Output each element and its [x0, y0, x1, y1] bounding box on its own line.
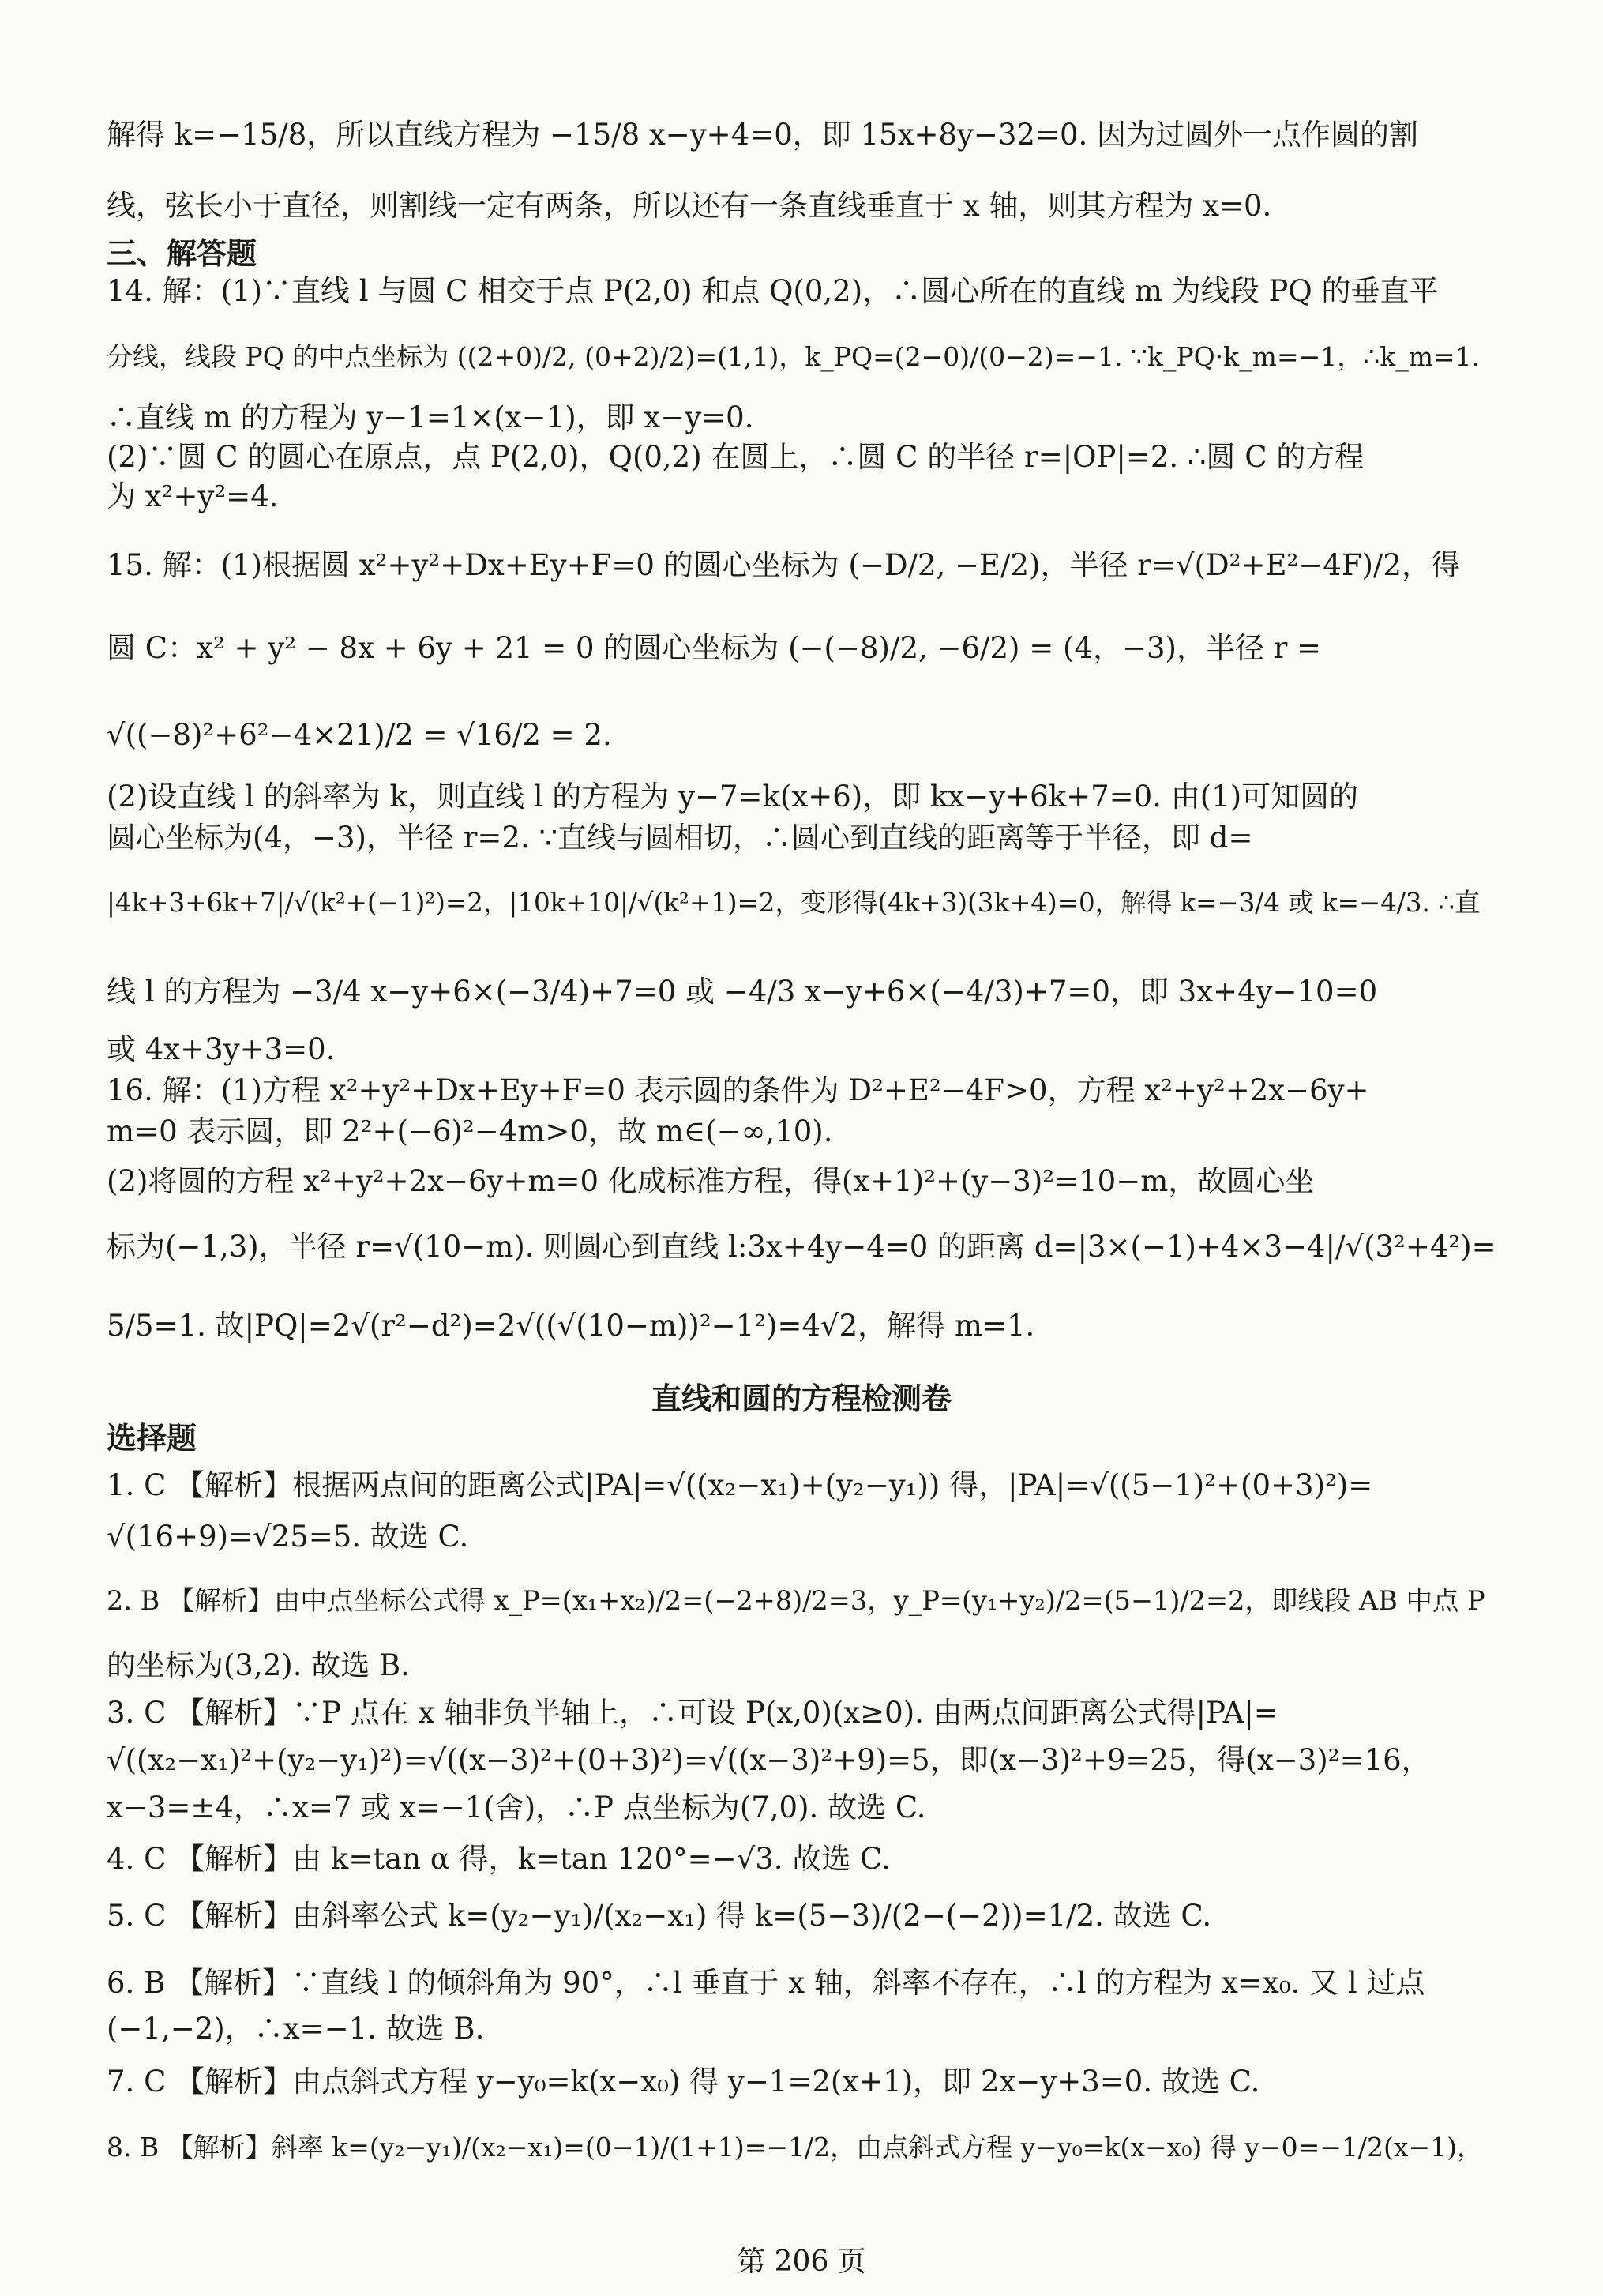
text-line: 15. 解：(1)根据圆 x²+y²+Dx+Ey+F=0 的圆心坐标为 (−D/2, −E/2)，半径 r=√(D²+E²−4F)/2，得: [107, 548, 1460, 582]
text-line: |4k+3+6k+7|/√(k²+(−1)²)=2，|10k+10|/√(k²+1)=2，变形得(4k+3)(3k+4)=0，解得 k=−3/4 或 k=−4/3. ∴直: [107, 888, 1481, 918]
text-line: 或 4x+3y+3=0.: [107, 1032, 336, 1066]
text-line: 解得 k=−15/8，所以直线方程为 −15/8 x−y+4=0，即 15x+8y−32=0. 因为过圆外一点作圆的割: [107, 118, 1419, 152]
text-line: 分线，线段 PQ 的中点坐标为 ((2+0)/2, (0+2)/2)=(1,1)，k_PQ=(2−0)/(0−2)=−1. ∵k_PQ·k_m=−1，∴k_m=1.: [107, 341, 1481, 372]
text-line: 2. B 【解析】由中点坐标公式得 x_P=(x₁+x₂)/2=(−2+8)/2=3，y_P=(y₁+y₂)/2=(5−1)/2=2，即线段 AB 中点 P: [107, 1585, 1485, 1616]
text-line: x−3=±4，∴x=7 或 x=−1(舍)，∴P 点坐标为(7,0). 故选 C.: [107, 1791, 926, 1824]
text-line: 标为(−1,3)，半径 r=√(10−m). 则圆心到直线 l:3x+4y−4=0 的距离 d=|3×(−1)+4×3−4|/√(3²+4²)=: [107, 1230, 1496, 1264]
text-line: 5. C 【解析】由斜率公式 k=(y₂−y₁)/(x₂−x₁) 得 k=(5−3)/(2−(−2))=1/2. 故选 C.: [107, 1899, 1212, 1933]
section-heading: 选择题: [107, 1421, 197, 1456]
text-line: 为 x²+y²=4.: [107, 479, 279, 513]
text-line: 线，弦长小于直径，则割线一定有两条，所以还有一条直线垂直于 x 轴，则其方程为 x=0.: [107, 189, 1272, 223]
text-line: 8. B 【解析】斜率 k=(y₂−y₁)/(x₂−x₁)=(0−1)/(1+1)=−1/2，由点斜式方程 y−y₀=k(x−x₀) 得 y−0=−1/2(x−1)，: [107, 2132, 1483, 2163]
text-line: 7. C 【解析】由点斜式方程 y−y₀=k(x−x₀) 得 y−1=2(x+1)，即 2x−y+3=0. 故选 C.: [107, 2065, 1260, 2099]
text-line: √((−8)²+6²−4×21)/2 = √16/2 = 2.: [107, 718, 612, 752]
text-line: 5/5=1. 故|PQ|=2√(r²−d²)=2√((√(10−m))²−1²)=4√2，解得 m=1.: [107, 1309, 1035, 1343]
text-line: 圆 C：x² + y² − 8x + 6y + 21 = 0 的圆心坐标为 (−(−8)/2, −6/2) = (4，−3)，半径 r =: [107, 631, 1322, 665]
text-line: ∴直线 m 的方程为 y−1=1×(x−1)，即 x−y=0.: [107, 400, 754, 434]
text-line: 线 l 的方程为 −3/4 x−y+6×(−3/4)+7=0 或 −4/3 x−y+6×(−4/3)+7=0，即 3x+4y−10=0: [107, 975, 1378, 1009]
text-line: (2)将圆的方程 x²+y²+2x−6y+m=0 化成标准方程，得(x+1)²+(y−3)²=10−m，故圆心坐: [107, 1164, 1315, 1198]
text-line: 的坐标为(3,2). 故选 B.: [107, 1648, 410, 1682]
text-line: 3. C 【解析】∵P 点在 x 轴非负半轴上，∴可设 P(x,0)(x≥0). 由两点间距离公式得|PA|=: [107, 1696, 1278, 1730]
text-line: 4. C 【解析】由 k=tan α 得，k=tan 120°=−√3. 故选 C.: [107, 1842, 891, 1876]
text-line: (−1,−2)，∴x=−1. 故选 B.: [107, 2012, 485, 2046]
section-title: 直线和圆的方程检测卷: [651, 1381, 952, 1416]
page-number: 第 206 页: [737, 2245, 866, 2278]
text-line: √((x₂−x₁)²+(y₂−y₁)²)=√((x−3)²+(0+3)²)=√((x−3)²+9)=5，即(x−3)²+9=25，得(x−3)²=16，: [107, 1743, 1431, 1777]
text-line: (2)设直线 l 的斜率为 k，则直线 l 的方程为 y−7=k(x+6)，即 kx−y+6k+7=0. 由(1)可知圆的: [107, 780, 1359, 814]
text-line: m=0 表示圆，即 2²+(−6)²−4m>0，故 m∈(−∞,10).: [107, 1114, 833, 1148]
text-line: 14. 解：(1)∵直线 l 与圆 C 相交于点 P(2,0) 和点 Q(0,2)，∴圆心所在的直线 m 为线段 PQ 的垂直平: [107, 274, 1439, 308]
section-heading: 三、解答题: [107, 236, 257, 271]
text-line: 16. 解：(1)方程 x²+y²+Dx+Ey+F=0 表示圆的条件为 D²+E²−4F>0，方程 x²+y²+2x−6y+: [107, 1073, 1369, 1107]
text-line: (2)∵圆 C 的圆心在原点，点 P(2,0)，Q(0,2) 在圆上，∴圆 C 的半径 r=|OP|=2. ∴圆 C 的方程: [107, 440, 1365, 474]
text-line: 6. B 【解析】∵直线 l 的倾斜角为 90°，∴l 垂直于 x 轴，斜率不存在，∴l 的方程为 x=x₀. 又 l 过点: [107, 1966, 1425, 2000]
text-line: 1. C 【解析】根据两点间的距离公式|PA|=√((x₂−x₁)+(y₂−y₁)) 得，|PA|=√((5−1)²+(0+3)²)=: [107, 1468, 1373, 1502]
text-line: 圆心坐标为(4，−3)，半径 r=2. ∵直线与圆相切，∴圆心到直线的距离等于半径，即 d=: [107, 821, 1253, 855]
text-line: √(16+9)=√25=5. 故选 C.: [107, 1520, 469, 1554]
